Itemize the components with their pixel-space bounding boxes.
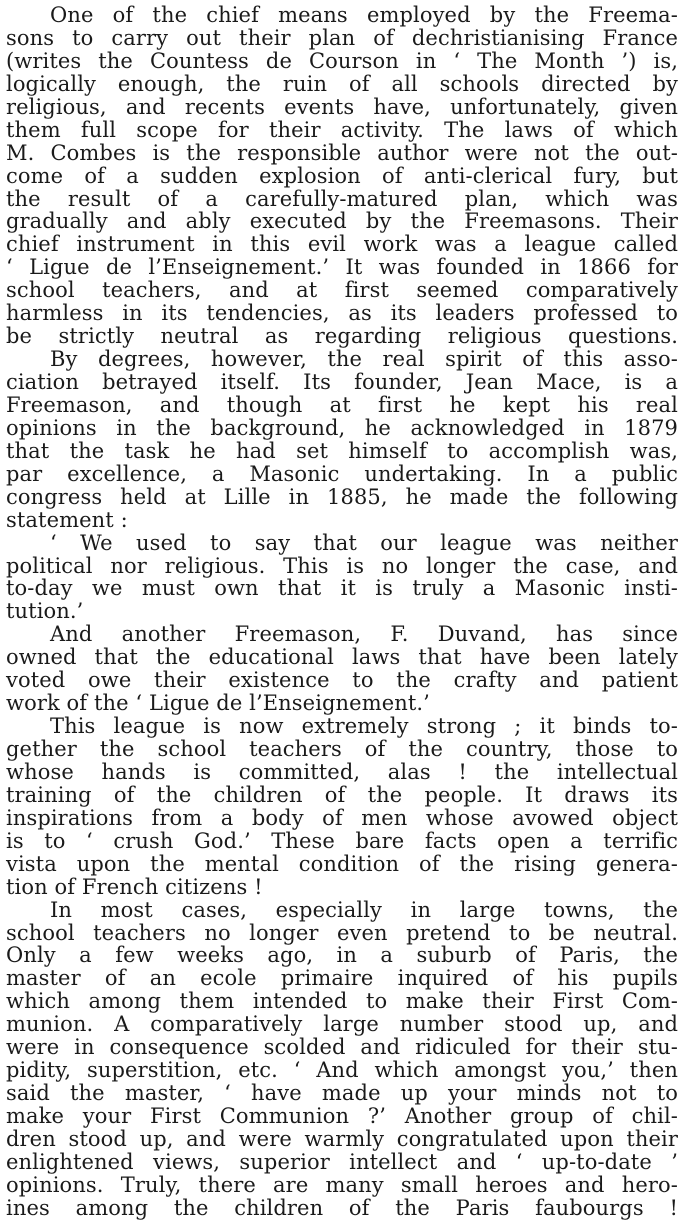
paragraph	[6, 4, 678, 348]
text-line: is to ‘ crush God.’ These bare facts open a terrific	[6, 828, 678, 853]
text-line: opinions in the background, he acknowledged in 1879	[6, 415, 678, 440]
text-line: opinions. Truly, there are many small heroes and hero-	[6, 1172, 678, 1197]
text-line: to-day we must own that it is truly a Masonic insti-	[6, 576, 678, 601]
text-line: gether the school teachers of the country, those to	[6, 737, 678, 761]
text-line: were in consequence scolded and ridiculed for their stu-	[6, 1035, 678, 1060]
text-line: In most cases, especially in large towns, the	[50, 897, 678, 922]
text-line: which among them intended to make their First Com-	[6, 989, 678, 1014]
text-line: come of a sudden explosion of anti-clerical fury, but	[6, 163, 678, 188]
text-line: training of the children of the people. It draws its	[6, 782, 678, 807]
text-line: inspirations from a body of men whose avowed object	[6, 805, 678, 830]
text-line: By degrees, however, the real spirit of this asso-	[50, 347, 678, 372]
text-line: voted owe their existence to the crafty and patient	[6, 668, 678, 693]
text-line: This league is now extremely strong ; it binds to-	[50, 714, 678, 739]
text-line: be strictly neutral as regarding religious questions.	[6, 324, 678, 349]
text-line: work of the ‘ Ligue de l’Enseignement.’	[6, 691, 430, 716]
text-line: ‘ Ligue de l’Enseignement.’ It was founded in 1866 for	[6, 255, 678, 280]
text-line: school teachers no longer even pretend to be neutral.	[6, 920, 678, 945]
paragraph	[6, 623, 678, 715]
text-line: ines among the children of the Paris faubourgs !	[6, 1195, 678, 1220]
paragraph	[6, 899, 678, 1220]
text-line: munion. A comparatively large number stood up, and	[6, 1012, 678, 1037]
text-line: Only a few weeks ago, in a suburb of Paris, the	[6, 943, 678, 968]
text-line: that the task he had set himself to accomplish was,	[6, 438, 678, 463]
text-line: dren stood up, and were warmly congratulated upon their	[6, 1126, 678, 1151]
text-line: ‘ We used to say that our league was neither	[50, 530, 678, 555]
text-line: congress held at Lille in 1885, he made the following	[6, 484, 678, 509]
text-line: tion of French citizens !	[6, 874, 263, 899]
text-line: political nor religious. This is no longer the case, and	[6, 553, 678, 578]
text-line: sons to carry out their plan of dechristianising France	[6, 25, 678, 50]
text-line: pidity, superstition, etc. ‘ And which amongst you,’ then	[6, 1058, 678, 1083]
paragraph	[6, 348, 678, 532]
text-line: tution.’	[6, 599, 84, 624]
quotation	[6, 532, 678, 624]
article-text	[6, 4, 678, 1220]
text-line: said the master, ‘ have made up your minds not to	[6, 1081, 678, 1106]
text-line: harmless in its tendencies, as its leaders professed to	[6, 301, 678, 326]
text-line: whose hands is committed, alas ! the intellectual	[6, 759, 678, 784]
text-line: the result of a carefully-matured plan, which was	[6, 186, 678, 211]
paragraph	[6, 715, 678, 899]
text-line: vista upon the mental condition of the rising genera-	[6, 851, 678, 876]
text-line: them full scope for their activity. The laws of which	[6, 117, 678, 142]
text-line: And another Freemason, F. Duvand, has since	[50, 622, 678, 647]
text-line: enlightened views, superior intellect and ‘ up-to-date ’	[6, 1149, 678, 1174]
text-line: school teachers, and at first seemed comparatively	[6, 278, 678, 303]
text-line: chief instrument in this evil work was a league called	[6, 232, 678, 257]
text-line: par excellence, a Masonic undertaking. In a public	[6, 461, 678, 486]
text-line: (writes the Countess de Courson in ‘ The Month ’) is,	[6, 48, 678, 73]
text-line: master of an ecole primaire inquired of his pupils	[6, 966, 678, 991]
text-line: ciation betrayed itself. Its founder, Jean Mace, is a	[6, 370, 678, 394]
text-line: Freemason, and though at first he kept his real	[6, 392, 678, 417]
text-line: logically enough, the ruin of all schools directed by	[6, 71, 678, 96]
text-line: One of the chief means employed by the Freema-	[50, 3, 678, 27]
text-line: religious, and recents events have, unfortunately, given	[6, 94, 678, 119]
text-line: statement :	[6, 507, 128, 532]
text-line: owned that the educational laws that have been lately	[6, 645, 678, 670]
text-line: make your First Communion ?’ Another group of chil-	[6, 1104, 678, 1128]
text-line: M. Combes is the responsible author were not the out-	[6, 140, 678, 165]
text-line: gradually and ably executed by the Freemasons. Their	[6, 209, 678, 234]
